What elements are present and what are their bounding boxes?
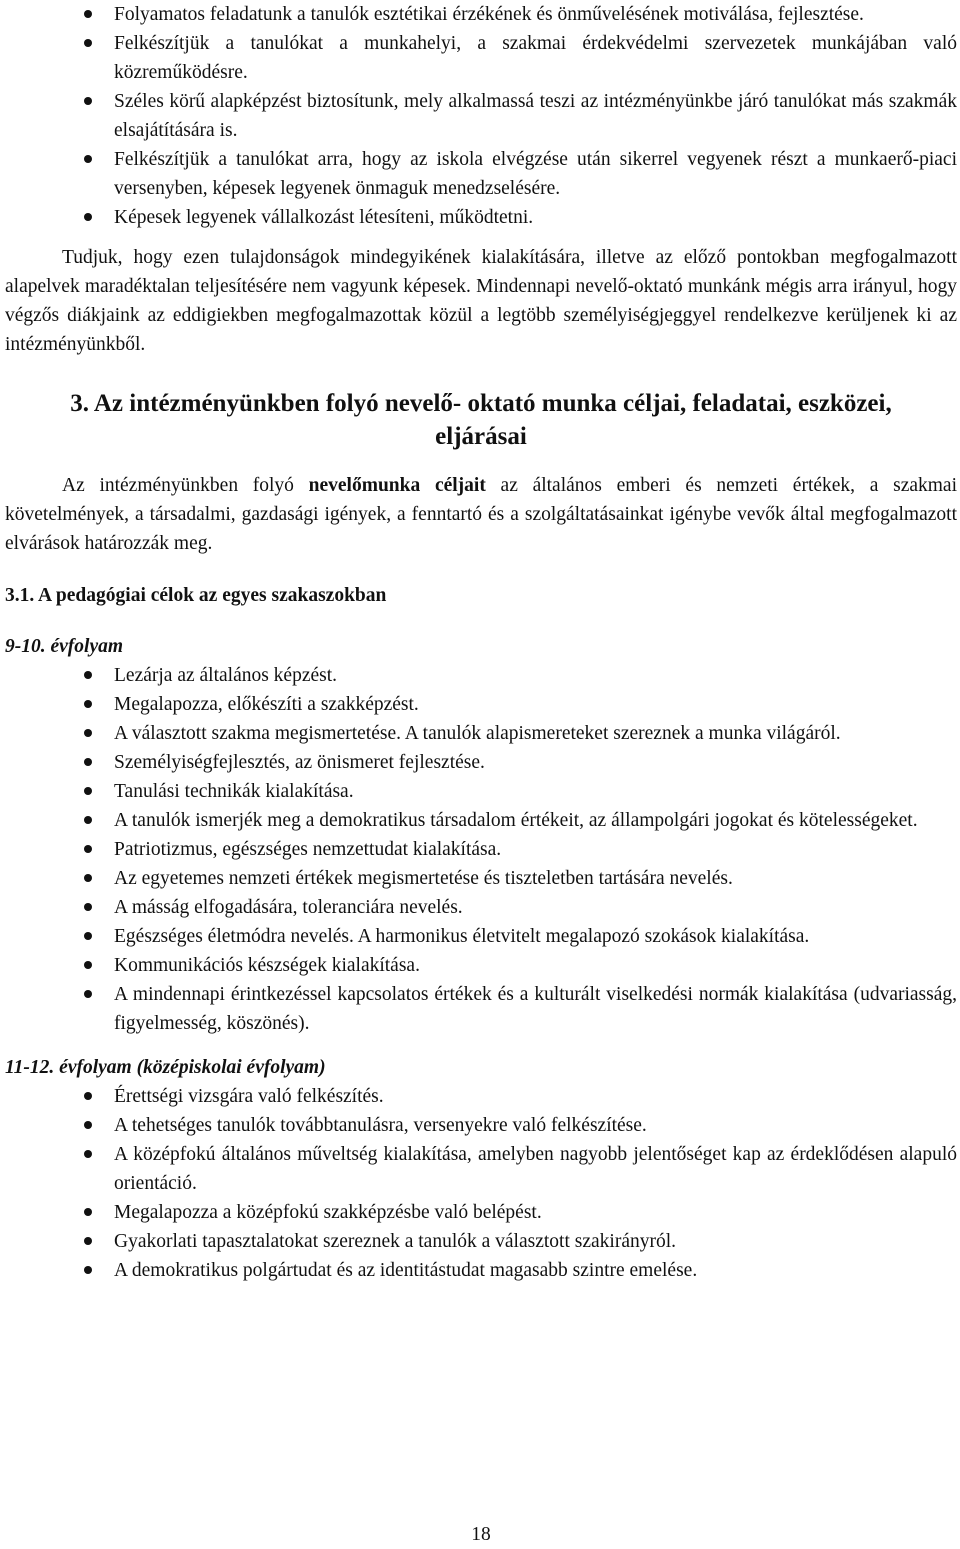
subsection-heading: 3.1. A pedagógiai célok az egyes szakaszokban [5, 585, 387, 606]
list-item: Képesek legyenek vállalkozást létesíteni, működtetni. [5, 203, 957, 232]
list-item: A választott szakma megismertetése. A tanulók alapismereteket szereznek a munka világáról. [5, 719, 957, 748]
list-item: Egészséges életmódra nevelés. A harmonikus életvitelt megalapozó szokások kialakítása. [5, 922, 957, 951]
top-bullet-list [5, 0, 957, 232]
list-item: Patriotizmus, egészséges nemzettudat kialakítása. [5, 835, 957, 864]
list-item: A másság elfogadására, toleranciára nevelés. [5, 893, 957, 922]
list-item: Folyamatos feladatunk a tanulók esztétikai érzékének és önművelésének motiválása, fejlesztése. [5, 0, 957, 29]
paragraph-text: Az intézményünkben folyó [62, 475, 309, 496]
section-heading [5, 387, 957, 453]
list-item: Tanulási technikák kialakítása. [5, 777, 957, 806]
list-item: A demokratikus polgártudat és az identitástudat magasabb szintre emelése. [5, 1256, 957, 1285]
body-paragraph: Tudjuk, hogy ezen tulajdonságok mindegyikének kialakítására, illetve az előző pontokban megfogalmazott alapelvek maradéktalan teljesítésére nem vagyunk képesek. Mindennapi nevelő-oktató munkánk mégis arra irányul, hogy végzős diákjaink az eddigiekben megfogalmazottak közül a legtöbb személyiségjeggyel rendelkezve kerüljenek ki az intézményünkből. [5, 247, 957, 355]
list-item: Érettségi vizsgára való felkészítés. [5, 1082, 957, 1111]
section-heading-line: eljárásai [435, 423, 527, 450]
list-item: Felkészítjük a tanulókat arra, hogy az iskola elvégzése után sikerrel vegyenek részt a munkaerő-piaci versenyben, képesek legyenek önmaguk menedzselésére. [5, 145, 957, 203]
section-heading-line: 3. Az intézményünkben folyó nevelő- oktató munka céljai, feladatai, eszközei, [70, 390, 892, 417]
list-item: Az egyetemes nemzeti értékek megismertetése és tiszteletben tartására nevelés. [5, 864, 957, 893]
list-item: Kommunikációs készségek kialakítása. [5, 951, 957, 980]
list-item: A mindennapi érintkezéssel kapcsolatos értékek és a kulturált viselkedési normák kialakítása (udvariasság, figyelmesség, köszönés). [5, 980, 957, 1038]
grade-heading-9-10: 9-10. évfolyam [5, 636, 124, 657]
list-item: Megalapozza a középfokú szakképzésbe való belépést. [5, 1198, 957, 1227]
grade-heading-11-12: 11-12. évfolyam (középiskolai évfolyam) [5, 1057, 326, 1078]
list-item: A tehetséges tanulók továbbtanulásra, versenyekre való felkészítése. [5, 1111, 957, 1140]
list-item: Széles körű alapképzést biztosítunk, mely alkalmassá teszi az intézményünkbe járó tanulókat más szakmák elsajátítására is. [5, 87, 957, 145]
emphasized-text: nevelőmunka céljait [308, 475, 486, 496]
list-item: A tanulók ismerjék meg a demokratikus társadalom értékeit, az állampolgári jogokat és kötelességeket. [5, 806, 957, 835]
grade-11-12-bullet-list [5, 1082, 957, 1285]
page-number: 18 [471, 1524, 491, 1545]
list-item: Megalapozza, előkészíti a szakképzést. [5, 690, 957, 719]
list-item: Személyiségfejlesztés, az önismeret fejlesztése. [5, 748, 957, 777]
document-page [5, 0, 958, 1545]
list-item: A középfokú általános műveltség kialakítása, amelyben nagyobb jelentőséget kap az érdeklődésen alapuló orientáció. [5, 1140, 957, 1198]
list-item: Felkészítjük a tanulókat a munkahelyi, a szakmai érdekvédelmi szervezetek munkájában való közreműködésre. [5, 29, 957, 87]
list-item: Gyakorlati tapasztalatokat szereznek a tanulók a választott szakirányról. [5, 1227, 957, 1256]
grade-9-10-bullet-list [5, 661, 957, 1038]
body-paragraph [5, 471, 957, 558]
paragraph-text: az általános emberi és nemzeti értékek, a szakmai követelmények, a társadalmi, gazdasági igények, a fenntartó és a szolgáltatásainkat igénybe vevők által megfogalmazott elvárások határozzák meg. [5, 475, 958, 554]
list-item: Lezárja az általános képzést. [5, 661, 957, 690]
